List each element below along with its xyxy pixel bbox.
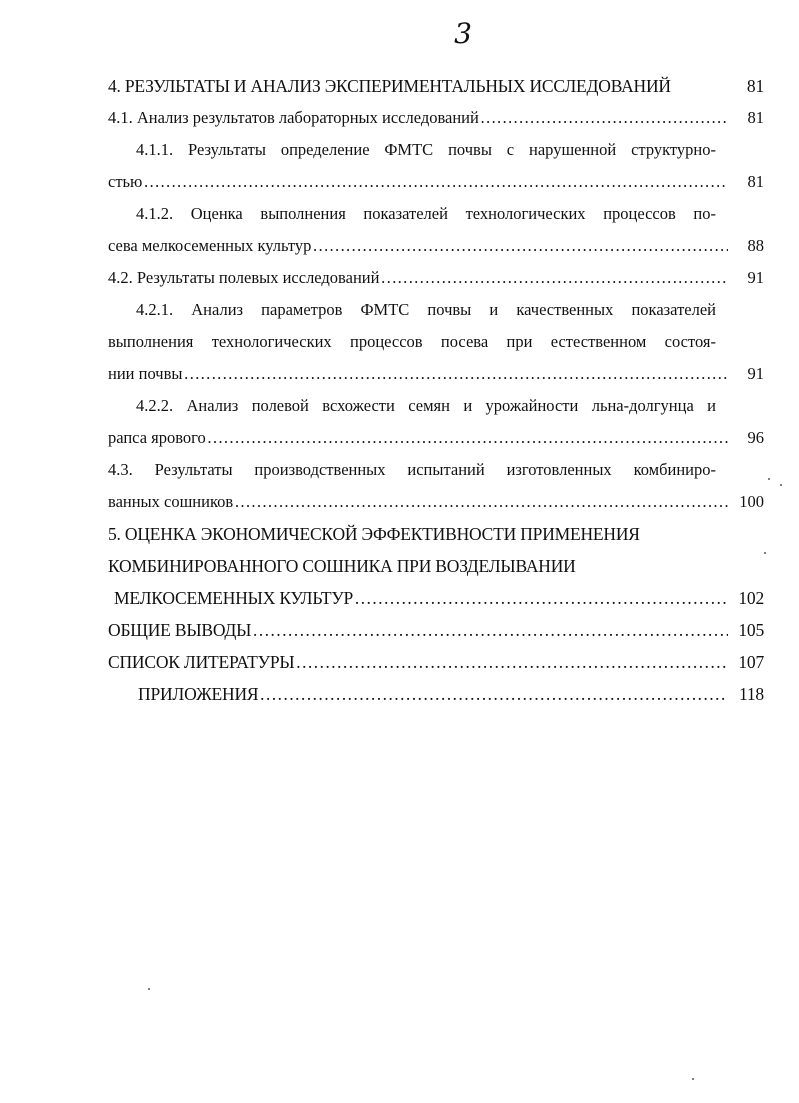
toc-entry-title: рапса ярового (108, 428, 206, 447)
leader-dots (380, 262, 728, 294)
toc-entry-conclusions[interactable] (108, 614, 764, 646)
toc-entry-title: стью (108, 172, 143, 191)
toc-entry-references[interactable] (108, 646, 764, 678)
scan-speck (764, 552, 766, 554)
toc-entry-chapter-5-line-3[interactable] (108, 582, 764, 614)
toc-entry-4-2-1-line-1[interactable] (108, 294, 764, 326)
toc-entry-4-2-2-line-1[interactable] (108, 390, 764, 422)
toc-entry-4-2-2-line-2[interactable] (108, 422, 764, 454)
toc-entry-4-1-1-line-1[interactable] (108, 134, 764, 166)
toc-entry-4-2-1-line-2[interactable] (108, 326, 764, 358)
toc-entry-4-3-line-2[interactable] (108, 486, 764, 518)
toc-entry-title: нии почвы (108, 364, 183, 383)
scan-speck (692, 1078, 694, 1080)
toc-entry-title: ванных сошников (108, 492, 234, 511)
toc-entry-title: ОБЩИЕ ВЫВОДЫ (108, 620, 252, 640)
toc-entry-title: ПРИЛОЖЕНИЯ (138, 684, 259, 704)
toc-page-number: 96 (747, 428, 764, 447)
toc-entry-title: 4. РЕЗУЛЬТАТЫ И АНАЛИЗ ЭКСПЕРИМЕНТАЛЬНЫХ ИССЛЕДОВАНИЙ (108, 76, 671, 96)
toc-entry-chapter-5-line-2[interactable] (108, 550, 764, 582)
toc-entry-title: сева мелкосеменных культур (108, 236, 312, 255)
toc-page-number: 105 (738, 620, 764, 640)
toc-entry-title: выполнения технологических процессов посева при естественном состоя- (108, 332, 716, 351)
toc-entry-title: 4.2. Результаты полевых исследований (108, 268, 380, 287)
toc-entry-title: 4.3. Результаты производственных испытаний изготовленных комбиниро- (108, 460, 716, 479)
leader-dots (207, 422, 728, 454)
toc-entry-4-1-2-line-2[interactable] (108, 230, 764, 262)
toc-entry-4-3-line-1[interactable] (108, 454, 764, 486)
table-of-contents (108, 70, 764, 710)
toc-entry-title: МЕЛКОСЕМЕННЫХ КУЛЬТУР (114, 588, 354, 608)
toc-entry-title: 4.1.1. Результаты определение ФМТС почвы с нарушенной структурно- (136, 140, 716, 159)
leader-dots (183, 358, 728, 390)
scan-speck (148, 988, 150, 990)
toc-page-number: 91 (747, 364, 764, 383)
toc-page-number: 81 (747, 108, 764, 127)
toc-entry-4-1-1-line-2[interactable] (108, 166, 764, 198)
leader-dots (312, 230, 728, 262)
toc-entry-title: СПИСОК ЛИТЕРАТУРЫ (108, 652, 295, 672)
toc-page-number: 107 (738, 652, 764, 672)
toc-page-number: 118 (738, 684, 764, 704)
toc-entry-4-1[interactable] (108, 102, 764, 134)
toc-entry-title: 4.1.2. Оценка выполнения показателей технологических процессов по- (136, 204, 716, 223)
toc-page-number: 88 (747, 236, 764, 255)
toc-entry-title: 5. ОЦЕНКА ЭКОНОМИЧЕСКОЙ ЭФФЕКТИВНОСТИ ПРИМЕНЕНИЯ (108, 524, 640, 544)
toc-entry-title: КОМБИНИРОВАННОГО СОШНИКА ПРИ ВОЗДЕЛЫВАНИИ (108, 556, 576, 576)
toc-entry-4-2-1-line-3[interactable] (108, 358, 764, 390)
toc-page-number: 81 (747, 172, 764, 191)
toc-page-number: 102 (738, 588, 764, 608)
leader-dots (252, 614, 728, 646)
toc-entry-title: 4.1. Анализ результатов лабораторных исследований (108, 108, 479, 127)
toc-entry-title: 4.2.1. Анализ параметров ФМТС почвы и качественных показателей (136, 300, 716, 319)
toc-page-number: 81 (746, 76, 764, 96)
leader-dots (234, 486, 728, 518)
toc-entry-title: 4.2.2. Анализ полевой всхожести семян и урожайности льна-долгунца и (136, 396, 716, 415)
toc-entry-appendix[interactable] (108, 678, 764, 710)
toc-entry-4-1-2-line-1[interactable] (108, 198, 764, 230)
toc-entry-chapter-4[interactable] (108, 70, 764, 102)
leader-dots (259, 678, 728, 710)
page-number: 3 (454, 17, 472, 50)
toc-page-number: 100 (739, 492, 764, 511)
leader-dots (354, 582, 728, 614)
leader-dots (480, 102, 728, 134)
toc-entry-chapter-5-line-1[interactable] (108, 518, 764, 550)
leader-dots (295, 646, 728, 678)
toc-entry-4-2[interactable] (108, 262, 764, 294)
scan-speck (780, 484, 782, 486)
leader-dots (143, 166, 728, 198)
scan-speck (768, 478, 770, 480)
toc-page-number: 91 (747, 268, 764, 287)
